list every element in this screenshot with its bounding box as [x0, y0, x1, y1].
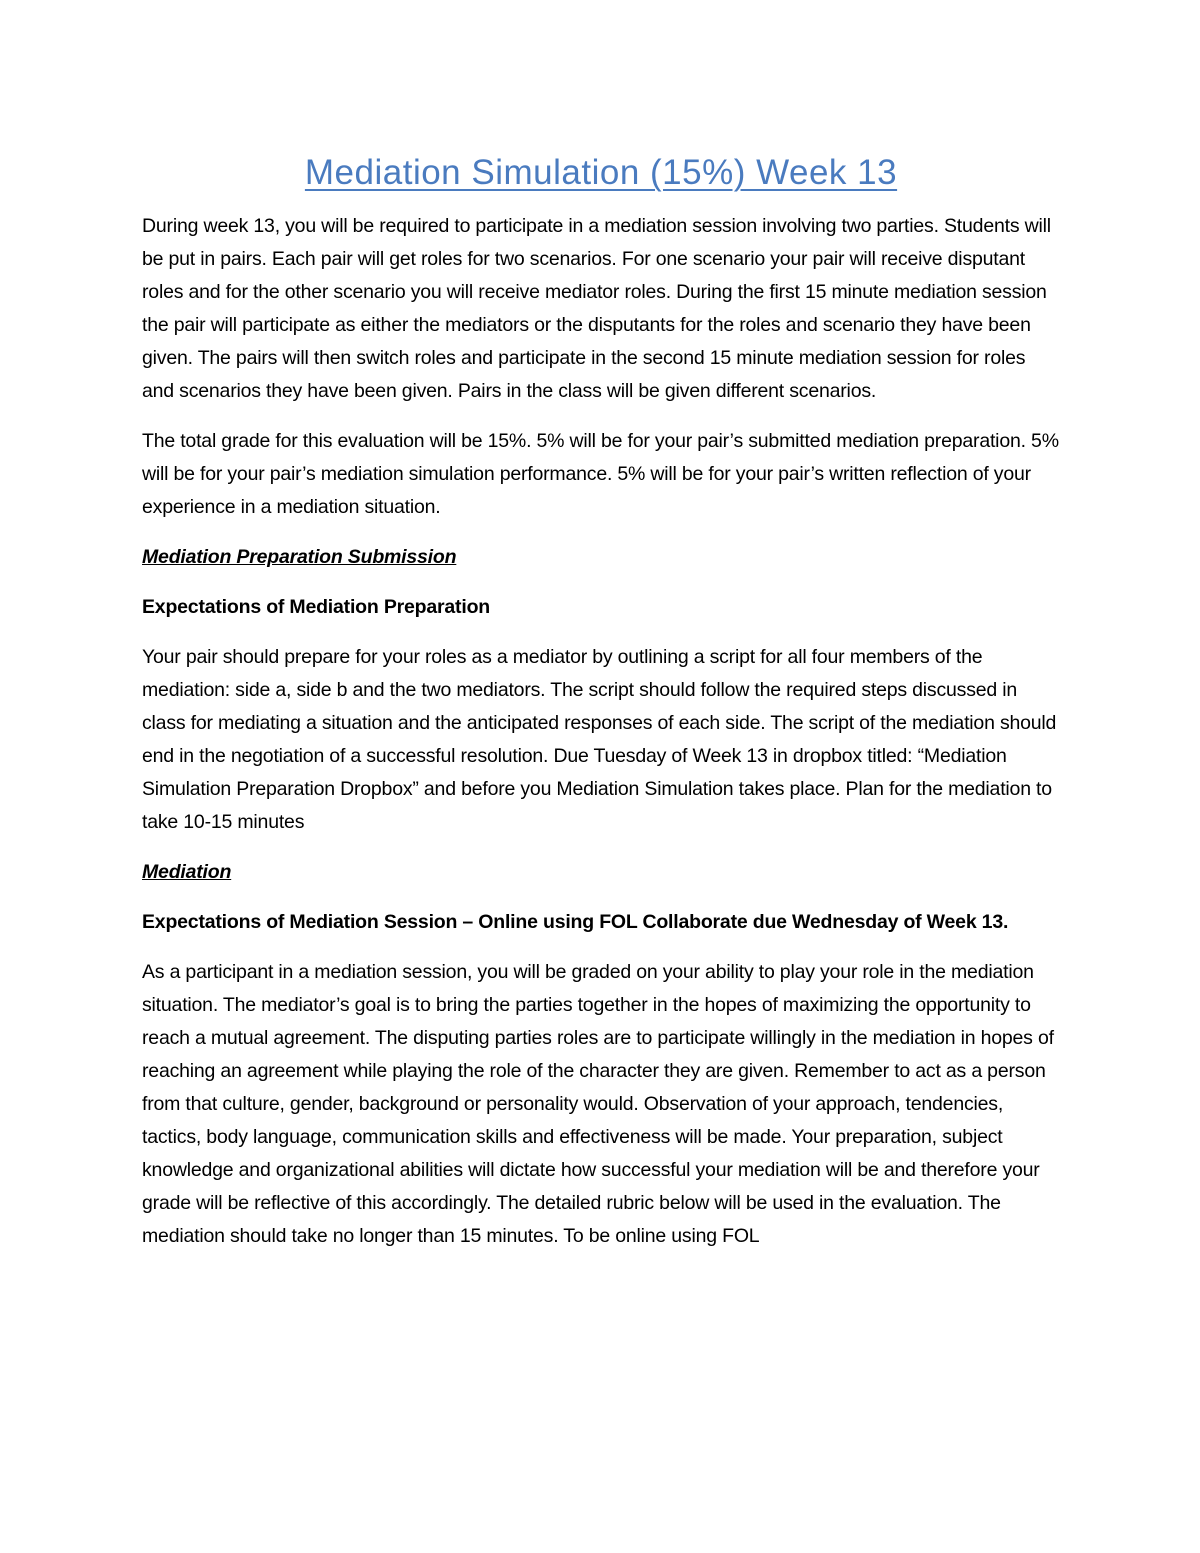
preparation-section-heading: Mediation Preparation Submission [142, 546, 457, 568]
mediation-paragraph: As a participant in a mediation session, you will be graded on your ability to play your role in the mediation situation. The mediator’s goal is to bring the parties together in the hopes of maximizing the opportunity to reach a mutual agreement. The disputing parties roles are to participate willingly in the mediation in hopes of reaching an agreement while playing the role of the character they are given. Remember to act as a person from that culture, gender, background or personality would. Observation of your approach, tendencies, tactics, body language, communication skills and effectiveness will be made. Your preparation, subject knowledge and organizational abilities will dictate how successful your mediation will be and therefore your grade will be reflective of this accordingly. The detailed rubric below will be used in the evaluation. The mediation should take no longer than 15 minutes. To be online using FOL [142, 961, 1054, 1247]
mediation-section-heading: Mediation [142, 861, 232, 883]
intro-paragraph: During week 13, you will be required to participate in a mediation session involving two parties. Students will be put in pairs. Each pair will get roles for two scenarios. For one scenario your pair will receive disputant roles and for the other scenario you will receive mediator roles. During the first 15 minute mediation session the pair will participate as either the mediators or the disputants for the roles and scenario they have been given. The pairs will then switch roles and participate in the second 15 minute mediation session for roles and scenarios they have been given. Pairs in the class will be given different scenarios. [142, 215, 1051, 402]
preparation-subheading: Expectations of Mediation Preparation [142, 596, 490, 618]
document-title: Mediation Simulation (15%) Week 13 [304, 153, 898, 192]
mediation-subheading: Expectations of Mediation Session – Online using FOL Collaborate due Wednesday of Week 13. [142, 911, 1009, 933]
grade-paragraph: The total grade for this evaluation will be 15%. 5% will be for your pair’s submitted mediation preparation. 5% will be for your pair’s mediation simulation performance. 5% will be for your pair’s written reflection of your experience in a mediation situation. [142, 430, 1059, 518]
document-content [142, 150, 1060, 1270]
preparation-paragraph: Your pair should prepare for your roles as a mediator by outlining a script for all four members of the mediation: side a, side b and the two mediators. The script should follow the required steps discussed in class for mediating a situation and the anticipated responses of each side. The script of the mediation should end in the negotiation of a successful resolution. Due Tuesday of Week 13 in dropbox titled: “Mediation Simulation Preparation Dropbox” and before you Mediation Simulation takes place. Plan for the mediation to take 10-15 minutes [142, 646, 1057, 833]
